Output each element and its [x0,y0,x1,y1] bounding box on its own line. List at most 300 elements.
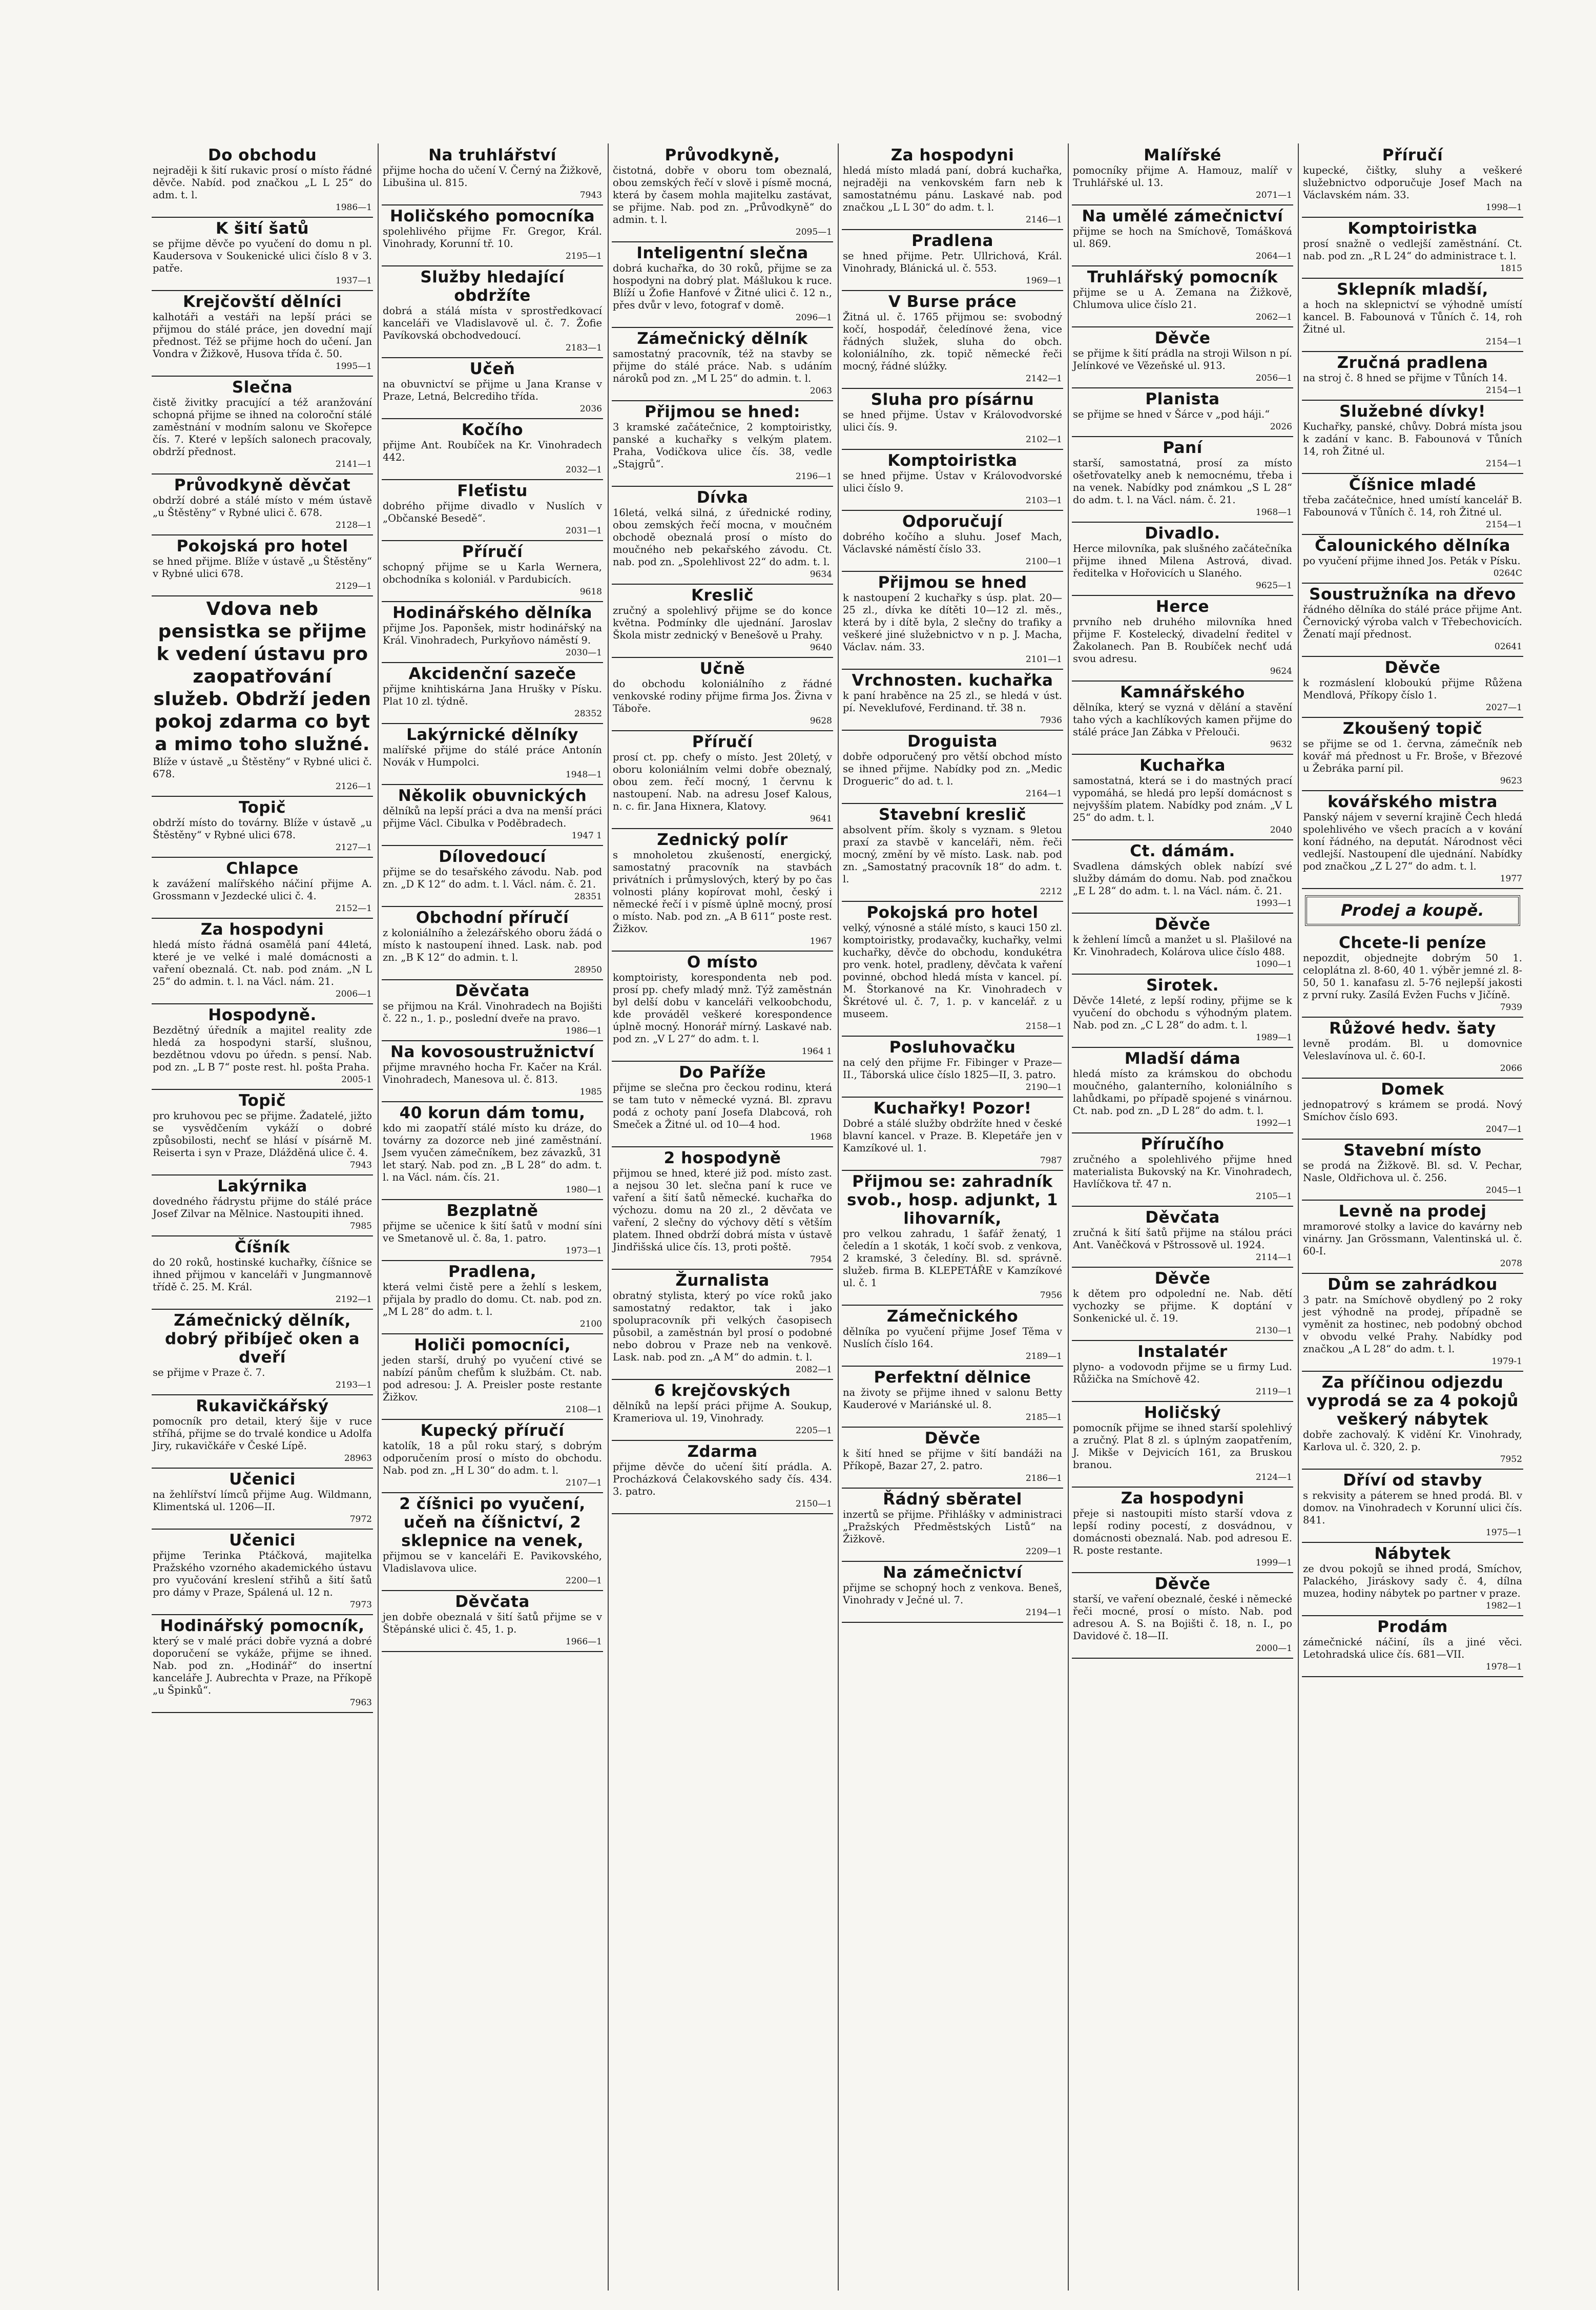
ad-heading: Stavební kreslič [879,806,1026,824]
ad-text: čistě živitky pracující a též aranžování schopná přijme se ihned na coloroční stálé zaměstnání v modním salonu ve Skořepce čís. 7. Které v lepších salonech pracovaly, obdrží přednost. [153,397,372,458]
ad-number: 1973—1 [565,1246,602,1256]
ad-number: 2056—1 [1255,373,1292,383]
ad-heading: Nábytek [1374,1544,1451,1563]
ad-number: 2105—1 [1255,1191,1292,1202]
ad-heading: Přijmou se hned: [645,403,800,421]
ad-number: 2154—1 [1485,459,1522,469]
ad-heading: Prodej a koupě. [1340,901,1485,920]
ad-heading: Domek [1381,1080,1444,1099]
ad-text: zručná k šití šatů přijme na stálou práci Ant. Vaněčková v Pštrossově ul. 1924. [1073,1227,1292,1251]
ad-number: 1982—1 [1485,1601,1522,1611]
classified-ad [1302,1616,1523,1677]
ad-number: 2045—1 [1485,1185,1522,1195]
classified-ad [152,1236,373,1310]
ad-text: Děvče 14leté, z lepší rodiny, přijme se k vyučení do obchodu s výhodným platem. Nab. pod zn. „C L 28“ do adm. t. l. [1073,995,1292,1031]
ad-text: Bezdětný úředník a majitel reality zde hledá za hospodyni starší, slušnou, bezdětnou vdovu po úředn. s pensí. Nab. pod zn. „L B 7“ poste rest. hl. pošta Praha. [153,1024,372,1073]
ad-number: 2047—1 [1485,1124,1522,1135]
ad-heading: Zručná pradlena [1337,354,1488,372]
ad-number: 1964 1 [801,1046,832,1057]
ad-heading: Odporučují [902,512,1003,531]
ad-heading: Dílovedoucí [439,848,546,866]
ad-number: 2040 [1270,825,1292,835]
ad-heading: O místo [687,953,758,972]
ad-text: se přijme se hned v Šárce v „pod háji.“ [1073,408,1270,420]
ad-number: 2082—1 [795,1365,832,1375]
ad-heading: Dům se zahrádkou [1328,1275,1498,1294]
ad-heading: Číšník [234,1238,291,1256]
classified-ad [382,205,603,266]
classified-ad [152,475,373,535]
classified-ad [1302,657,1523,718]
classified-ad [382,980,603,1041]
ad-text: obdrží dobré a stálé místo v mém ústavě „u Štěstěny“ v Rybné ulici č. 678. [153,494,372,519]
ad-number: 2142—1 [1025,374,1062,384]
column-rule [838,143,839,2291]
ad-heading: Pradlena, [448,1263,537,1281]
classified-ad [152,145,373,218]
ad-number: 2103—1 [1025,496,1062,506]
classified-ad [152,858,373,919]
ad-heading: Zámečnického [886,1307,1019,1326]
ad-number: 7963 [349,1698,372,1708]
column-rule [608,143,609,2291]
classified-ad [152,291,373,377]
ad-heading: Průvodkyně děvčat [174,476,351,494]
ad-text: hledá místo za krámskou do obchodu moučného, galanterního, koloniálního s lahůdkami, po případě spojené s vinárnou. Ct. nab. pod zn. „D L 28“ do adm. t. l. [1073,1068,1292,1117]
ad-text: Blíže v ústavě „u Štěstěny“ v Rybné ulici č. 678. [153,756,372,780]
ad-heading: Kreslič [691,586,754,605]
classified-ad [152,1175,373,1236]
ad-heading: Herce [1155,597,1210,616]
ad-heading: Sluha pro písárnu [870,390,1034,409]
classified-ad [612,731,833,829]
ad-number: 1995—1 [335,361,372,372]
ad-heading: Akcidenční sazeče [408,665,576,683]
ad-number: 2078 [1500,1259,1522,1269]
ad-text: přijmou se v kanceláři E. Pavikovského, Vladislavova ulice. [383,1550,602,1574]
ad-text: 3 patr. na Smíchově obydlený po 2 roky jest výhodně na prodej, případně se vyměnit za hostinec, neb podobný obchod v obvodu velké Prahy. Nabídky pod značkou „A L 28“ do adm. t. l. [1303,1294,1522,1355]
classified-ad [1072,1488,1293,1573]
column-2 [382,145,603,1652]
classified-ad [382,1041,603,1102]
ad-text: čistotná, dobře v oboru tom obeznalá, obou zemských řečí v slově i písmě mocná, která by časem mohla majitelku zastávat, se přijme. Nab. pod zn. „Průvodkyně“ do admin. t. l. [613,164,832,225]
ad-number: 2126—1 [335,781,372,792]
ad-heading: 2 číšnici po vyučení, učeň na číšnictví, 2 sklepnice na venek, [399,1495,586,1550]
ad-number: 1978—1 [1485,1662,1522,1672]
classified-ad [842,511,1063,572]
ad-text: se přijme děvče po vyučení do domu n pl. Kaudersova v Soukenické ulici číslo 8 v 3. patře. [153,238,372,274]
classified-ad [612,1147,833,1270]
ad-heading: Zámečnický dělník, dobrý přibíječ oken a dveří [164,1311,360,1367]
ad-number: 2209—1 [1025,1546,1062,1557]
ad-text: dělníka po vyučení přijme Josef Těma v Nuslích číslo 164. [843,1326,1062,1350]
ad-text: jeden starší, druhý po vyučení ctivé se nabízí pánům chefům k službám. Ct. nab. pod adresou: J. A. Preisler poste restante Žižkov. [383,1354,602,1403]
ad-text: na životy se přijme ihned v salonu Betty Kauderové v Mariánské ul. 8. [843,1387,1062,1411]
ad-heading: Zednický polír [657,831,788,849]
ad-heading: Služby hledající obdržíte [420,268,565,305]
column-1 [152,145,373,1713]
ad-number: 7939 [1500,1002,1522,1013]
classified-ad [1072,914,1293,975]
classified-ad [382,602,603,663]
ad-number: 2164—1 [1025,789,1062,799]
ad-text: na stroj č. 8 hned se přijme v Tůních 14. [1303,372,1508,384]
ad-heading: Komptoiristka [1348,219,1478,238]
ad-number: 2141—1 [335,459,372,469]
ad-text: levně prodám. Bl. u domovnice Veleslavínova ul. č. 60-I. [1303,1038,1522,1062]
ad-heading: Obchodní příručí [416,909,569,927]
classified-ad [842,670,1063,731]
classified-ad [1072,755,1293,840]
ad-number: 28950 [574,965,602,975]
ad-number: 2064—1 [1255,251,1292,261]
classified-ad [612,1270,833,1380]
ad-heading: Růžové hedv. šaty [1329,1019,1496,1038]
ad-text: absolvent přím. školy s vyznam. s 9letou praxí za stavbě v kanceláři, něm. řeči mocný, změní by vě místo. Lask. nab. pod zn. „Samostatný pracovník 18“ do adm. t. l. [843,824,1062,885]
classified-ad [382,724,603,785]
ad-number: 2158—1 [1025,1021,1062,1032]
classified-ad [1302,1018,1523,1079]
ad-heading: Topič [238,798,286,817]
ad-text: která velmi čistě pere a žehlí s leskem, přijala by pradlo do domu. Ct. nab. pod zn. „M L 28“ do adm. t. l. [383,1281,602,1317]
ad-text: přijme se do tesařského závodu. Nab. pod zn. „D K 12“ do adm. t. l. Václ. nám. č. 21. [383,866,602,890]
ad-heading: Za příčinou odjezdu vyprodá se za 4 pokojů veškerý nábytek [1307,1373,1519,1429]
ad-text: zámečnické náčiní, íls a jiné věci. Letohradská ulice čís. 681—VII. [1303,1636,1522,1660]
ad-text: z koloniálního a železářského oboru žádá o místo k nastoupení ihned. Lask. nab. pod zn. „B K 12“ do admin. t. l. [383,927,602,963]
classified-ad [152,1530,373,1615]
classified-ad [382,1334,603,1420]
ad-heading: Příručí [692,733,753,751]
ad-number: 7972 [349,1514,372,1524]
classified-ad [1302,1274,1523,1372]
ad-number: 1815 [1500,263,1522,274]
classified-ad [1072,1268,1293,1341]
ad-number: 2200—1 [565,1576,602,1586]
ad-text: a hoch na sklepnictví se výhodně umístí kancel. B. Fabounová v Tůních č. 14, roh Žitné ul. [1303,299,1522,335]
classified-ad [1302,401,1523,474]
classified-ad [382,663,603,724]
ad-text: k dětem pro odpolední ne. Nab. dětí vychozky se přijme. K doptání v Sonkenické ul. č. 19. [1073,1288,1292,1324]
ad-heading: Holiči pomocníci, [414,1336,571,1354]
ad-text: zručný a spolehlivý přijme se do konce května. Podmínky dle ujednání. Jaroslav Škola mistr zednický v Benešově u Prahy. [613,605,832,641]
classified-ad [842,731,1063,804]
ad-heading: Žurnalista [675,1271,770,1290]
ad-number: 2129—1 [335,581,372,591]
ad-number: 2130—1 [1255,1326,1292,1336]
ad-text: s mnoholetou zkušeností, energický, samostatný pracovník na stavbách privátních i průmyslových, který by po čas volnosti plány kopírovat mohl, český i německé řečí i v písmě úplně mocný, prosí o místo. Nab. pod zn. „A B 611“ poste rest. Žižkov. [613,849,832,935]
ad-text: schopný přijme se u Karla Wernera, obchodníka s koloniál. v Pardubicích. [383,561,602,585]
ad-text: přijme Terinka Ptáčková, majitelka Pražského vzorného akademického ústavu pro vyučování kreslení střihů a šití šatů pro dámy v Praze, Spálená ul. 12 n. [153,1550,372,1598]
ad-heading: Na truhlářství [428,146,556,164]
ad-text: Svadlena dámských oblek nabízí své služby dámám do domu. Nab. pod značkou „E L 28“ do adm. t. l. na Václ. nám. č. 21. [1073,860,1292,897]
classified-ad [152,797,373,858]
ad-number: 1968 [810,1132,832,1142]
classified-ad [382,1200,603,1261]
ad-text: Panský nájem v severní krajině Čech hledá spolehlivého ve všech pracích a v kování koní řádného, na deputát. Národnost věci vedlejší. Nastoupení dle ujednání. Nabídky pod značkou „Z L 27“ do adm. t. l. [1303,811,1522,872]
ad-text: plyno- a vodovodn přijme se u firmy Lud. Růžička na Smíchově 42. [1073,1361,1292,1385]
ad-number: 2194—1 [1025,1607,1062,1618]
classified-ad [612,242,833,328]
ad-heading: Děvče [924,1429,981,1448]
ad-text: komptoiristy, korespondenta neb pod. prosí pp. chefy mladý mnž. Týž zaměstnán byl delší dobu v kanceláři velkoobchodu, kde prováděl veškeré korespondence úplně mocný. Honorář mírný. Laskavé nab. pod zn. „V L 27“ do adm. t. l. [613,972,832,1045]
ad-text: přijme se slečna pro čeckou rodinu, která se tam tuto v německé vyzná. Bl. zpravu podá z ochoty paní Josefa Dlabcová, roh Smeček a Žitné ul. od 10—4 hod. [613,1082,832,1130]
ad-text: se přijme v Praze č. 7. [153,1367,265,1378]
ad-heading: Droguista [907,732,998,751]
ad-heading: Děvče [1154,1575,1211,1593]
ad-text: hledá místo mladá paní, dobrá kuchařka, nejraději na venkovském farn neb k samostatnému pánu. Laskavé nab. pod značkou „L L 30“ do adm. t. l. [843,164,1062,213]
ad-heading: Levně na prodej [1338,1202,1487,1221]
ad-text: dobrého kočího a sluhu. Josef Mach, Václavské náměstí číslo 33. [843,531,1062,555]
ad-heading: 40 korun dám tomu, [399,1104,586,1122]
ad-text: přijme se učenice k šití šatů v modní síni ve Smetanově ul. č. 8a, 1. patro. [383,1220,602,1244]
classified-ad [152,1310,373,1395]
ad-number: 9632 [1270,739,1292,750]
classified-ad [612,1062,833,1147]
classified-ad [1072,975,1293,1048]
ad-text: přeje si nastoupiti místo starší vdova z lepší rodiny pocestí, z dosvádnou, v domácnosti obeznalá. Nab. pod adresou E. R. poste restante. [1073,1508,1292,1556]
ad-heading: Děvče [1384,658,1441,677]
classified-ad [612,328,833,401]
classified-ad [1302,352,1523,401]
ad-number: 2063 [810,386,832,396]
classified-ad [612,487,833,585]
classified-ad [842,1171,1063,1306]
classified-ad [152,1469,373,1530]
classified-ad [1302,279,1523,352]
ad-number: 2205—1 [795,1426,832,1436]
ad-text: přijme mravného hocha Fr. Kačer na Král. Vinohradech, Manesova ul. č. 813. [383,1061,602,1085]
classified-ad [152,1395,373,1469]
ad-text: prosí ct. pp. chefy o místo. Jest 20letý, v oboru koloniálním velmi dobře obeznalý, obou zem. řečí mocný, 1 červnu k nastoupení. Nab. na adresu Josef Kalous, n. c. fir. Jana Hixnera, Klatovy. [613,751,832,812]
ad-number: 1999—1 [1255,1558,1292,1568]
ad-number: 2032—1 [565,465,602,475]
ad-number: 2100 [579,1319,602,1329]
ad-heading: Mladší dáma [1124,1049,1241,1068]
ad-number: 2124—1 [1255,1472,1292,1482]
ad-number: 2031—1 [565,526,602,536]
classified-ad [382,846,603,907]
ad-number: 2193—1 [335,1380,372,1390]
ad-number: 28351 [574,892,602,902]
classified-ad [1072,437,1293,523]
ad-heading: Děvče [1154,1269,1211,1288]
ad-text: 3 kramské začátečnice, 2 komptoiristky, panské a kuchařky s velkým platem. Praha, Vodičkova ulice čís. 38, vedle „Stajgrů“. [613,421,832,470]
ad-text: kdo mi zaopatří stálé místo ku dráze, do továrny za dozorce neb jiné zaměstnání. Jsem vyučen zámečníkem, bez závazků, 31 let starý. Nab. pod zn. „B L 28“ do adm. t. l. na Václ. nám. čís. 21. [383,1122,602,1183]
ad-text: pomocník přijme se ihned starší spolehlivý a zručný. Plat 8 zl. s úplným zaopatřením, J. Mikše v Dejvicích 161, za Bruskou branou. [1073,1422,1292,1471]
ad-number: 1986—1 [565,1026,602,1036]
ad-number: 2066 [1500,1063,1522,1074]
ad-heading: Soustružníka na dřevo [1309,585,1516,604]
classified-ad [152,218,373,291]
ad-text: obratný stylista, který po více roků jako samostatný redaktor, tak i jako spolupracovník při velkých časopisech působil, a zaměstnán byl prosí o podobné nebo dobrou v Praze neb na venkově. Lask. nab. pod zn. „A M“ do admin. t. l. [613,1290,832,1363]
ad-number: 1985 [579,1087,602,1097]
ad-heading: Malířské [1144,146,1221,164]
classified-ad [1302,932,1523,1018]
ad-number: 2071—1 [1255,190,1292,200]
ad-number: 1090—1 [1255,959,1292,970]
ad-number: 2108—1 [565,1405,602,1415]
ad-number: 1998—1 [1485,202,1522,213]
ad-number: 2195—1 [565,251,602,261]
ad-number: 1969—1 [1025,276,1062,286]
classified-ad [382,785,603,846]
ad-heading: Příručího [1141,1135,1225,1153]
classified-ad [382,1102,603,1200]
ad-number: 2114—1 [1255,1252,1292,1263]
ad-heading: Stavební místo [1343,1141,1482,1160]
classified-ad [1302,145,1523,218]
ad-number: 7943 [349,1160,372,1170]
ad-text: k rozmáslení kloboukú přijme Růžena Mendlová, Příkopy číslo 1. [1303,677,1522,701]
classified-ad [842,450,1063,511]
ad-heading: Paní [1163,439,1203,457]
ad-number: 2185—1 [1025,1412,1062,1422]
ad-heading: Kuchařky! Pozor! [873,1099,1032,1118]
column-5 [1072,145,1293,1659]
classified-ad [382,1591,603,1652]
ad-text: Dobré a stálé služby obdržíte hned v české blavní kancel. v Praze. B. Klepetáře jen v Kamzíkové ul. 1. [843,1118,1062,1154]
ad-heading: Do obchodu [208,146,317,164]
classified-ad [1302,718,1523,791]
ad-text: obdrží místo do továrny. Blíže v ústavě „u Štěstěny“ v Rybné ulici 678. [153,817,372,841]
ad-heading: Perfektní dělnice [874,1368,1031,1387]
ad-heading: Lakýrnické dělníky [406,726,578,744]
ad-text: zručného a spolehlivého přijme hned materialista Bukovský na Kr. Vinohradech, Havlíčkova tř. 47 n. [1073,1153,1292,1190]
ad-number: 2189—1 [1025,1351,1062,1362]
ad-heading: Zámečnický dělník [637,329,808,348]
ad-heading: Za hospodyni [200,920,324,939]
ad-number: 02641 [1494,642,1522,652]
classified-ad [152,1090,373,1175]
ad-heading: Pradlena [911,232,993,250]
ad-heading: Služebné dívky! [1339,402,1486,421]
ad-text: kalhotáři a vestáři na lepší práci se přijmou do stálé práce, jen dovední mají přednost. Též se přijme hoch do učení. Jan Vondra v Žižkově, Husova třída č. 50. [153,311,372,360]
classified-ad [1302,791,1523,889]
classified-ad [1072,327,1293,388]
ad-text: dobře odporučený pro větší obchod místo se ihned přijme. Nabídky pod zn. „Medic Drogueric“ do ad. t. l. [843,751,1062,787]
classified-ad [1072,1402,1293,1488]
ad-heading: kovářského mistra [1328,793,1498,811]
ad-number: 28352 [574,709,602,719]
ad-number: 2150—1 [795,1499,832,1509]
ad-heading: V Burse práce [888,293,1017,311]
ad-number: 1966—1 [565,1637,602,1647]
classified-ad [382,1493,603,1591]
column-rule [378,143,379,2291]
classified-ad [1072,596,1293,682]
ad-text: se prodá na Žižkově. Bl. sd. V. Pechar, Nasle, Oldřichova ul. č. 256. [1303,1160,1522,1184]
ad-number: 2107—1 [565,1478,602,1488]
ad-number: 2027—1 [1485,703,1522,713]
ad-text: ze dvou pokojů se ihned prodá, Smíchov, Palackého, Jiráskovy sady č. 4, dílna muzea, hodiny nábytek po partner v praze. [1303,1563,1522,1599]
ad-text: se hned přijme. Blíže v ústavě „u Štěstěny“ v Rybné ulici 678. [153,555,372,580]
ad-heading: Za hospodyni [1121,1489,1245,1508]
classified-ad [1302,1201,1523,1274]
classified-ad [612,401,833,487]
classified-ad [382,907,603,980]
ad-heading: Číšnice mladé [1349,476,1477,494]
classified-ad [1305,895,1520,926]
ad-heading: Divadlo. [1145,524,1220,543]
ad-heading: K šití šatů [216,219,309,238]
ad-heading: Pokojská pro hotel [866,903,1039,922]
classified-ad [842,1367,1063,1428]
classified-ad [1302,535,1523,584]
ad-heading: Kuchařka [1139,756,1226,775]
classified-ad [612,658,833,731]
ad-number: 9628 [810,716,832,726]
ad-number: 2146—1 [1025,215,1062,225]
ad-text: k nastoupení 2 kuchařky s úsp. plat. 20—25 zl., dívka ke dítěti 10—12 zl. měs., která by i dítě byla, 2 slečny do trafiky a veškeré jiné služebnictvo v n p. J. Macha, Václav. nám. 33. [843,592,1062,653]
classified-ad [1072,840,1293,914]
ad-heading: 6 krejčovských [654,1381,791,1400]
classified-ad [382,419,603,480]
ad-number: 2154—1 [1485,520,1522,530]
ad-number: 2186—1 [1025,1473,1062,1483]
classified-ad [1302,1079,1523,1140]
ad-text: řádného dělníka do stálé práce přijme Ant. Černovický výroba valch v Třebechovicích. Ženatí mají přednost. [1303,604,1522,640]
ad-heading: Děvčata [455,1593,530,1611]
ad-number: 2196—1 [795,471,832,482]
ad-heading: Za hospodyni [890,146,1014,164]
ad-heading: Několik obuvnických [398,787,587,805]
ad-number: 7954 [810,1254,832,1265]
ad-text: přijme se hoch na Smíchově, Tomášková ul. 869. [1073,225,1292,250]
classified-ad [842,572,1063,670]
ad-heading: Kamnářského [1120,683,1245,702]
ad-text: jen dobře obeznalá v šití šatů přijme se v Štěpánské ulici č. 45, 1. p. [383,1611,602,1635]
classified-ad [842,902,1063,1037]
classified-ad [842,145,1063,230]
ad-heading: Planista [1145,390,1220,408]
ad-text: dovedného řádrystu přijme do stálé práce Josef Zilvar na Mělnice. Nastoupiti ihned. [153,1195,372,1220]
ad-text: samostatná, která se i do mastných prací vypomáhá, se hledá pro lepší domácnost s nejvyšším platem. Nabídky pod znám. „V L 25“ do adm. t. l. [1073,775,1292,823]
ad-text: hledá místo řádná osamělá paní 44letá, které je ve velké i malé domácnosti a vaření obeznalá. Ct. nab. pod znám. „N L 25“ do admin. t. l. na Václ. nám. 21. [153,939,372,987]
ad-number: 2005-1 [341,1075,372,1085]
classified-ad [1302,218,1523,279]
ad-heading: Bezplatně [446,1202,538,1220]
ad-number: 9624 [1270,666,1292,676]
ad-number: 2192—1 [335,1294,372,1305]
ad-heading: Chlapce [226,859,299,878]
ad-text: k žehlení límců a manžet u sl. Plašilové na Kr. Vinohradech, Kolárova ulice číslo 488. [1073,934,1292,958]
classified-ad [382,145,603,205]
ad-heading: Ct. dámám. [1130,842,1235,860]
ad-heading: Kupecký příručí [420,1421,565,1440]
ad-heading: Truhlářský pomocník [1087,268,1278,286]
ad-text: přijme knihtiskárna Jana Hrušky v Písku. Plat 10 zl. týdně. [383,683,602,707]
classified-ad [842,291,1063,389]
ad-number: 28963 [344,1453,372,1463]
column-rule [1068,143,1069,2291]
ad-number: 9623 [1500,776,1522,786]
classified-ad [382,480,603,541]
ad-text: Kuchařky, panské, chůvy. Dobrá místa jsou k zadání v kanc. B. Fabounová v Tůních 14, roh Žitné ul. [1303,421,1522,457]
ad-heading: Děvče [1154,329,1211,347]
ad-text: k šití hned se přijme v šití bandáži na Příkopě, Bazar 27, 2. patro. [843,1448,1062,1472]
ad-text: přijmou se hned, které již pod. místo zast. a nejsou 30 let. slečna paní k ruce ve vaření a šití šatů německé. kuchařka do výchozu. domu na 20 zl., 2 děvčata ve vaření, 2 slečny do výchovy dětí s větším platem. Ihned obdrží dobrá místa v ústavě Jindřišská ulice čís. 13, proti poště. [613,1167,832,1253]
ad-text: pomocník pro detail, který šije v ruce stříhá, přijme se do trvalé kondice u Adolfa Jiry, rukavičkáře v České Lípě. [153,1415,372,1452]
ad-text: dobrá a stálá místa v sprostředkovací kanceláři ve Vladislavově ul. č. 7. Žofie Pavíkovská obchodvedoucí. [383,305,602,341]
ad-heading: Sirotek. [1146,976,1219,995]
ad-number: 0264C [1493,568,1522,579]
ad-heading: Krejčovští dělníci [182,293,342,311]
ad-heading: Rukavičkářský [196,1397,329,1415]
ad-heading: Učenici [229,1470,296,1489]
ad-number: 9640 [810,643,832,653]
ad-heading: Zkoušený topič [1342,719,1483,738]
classified-ad [152,596,373,797]
